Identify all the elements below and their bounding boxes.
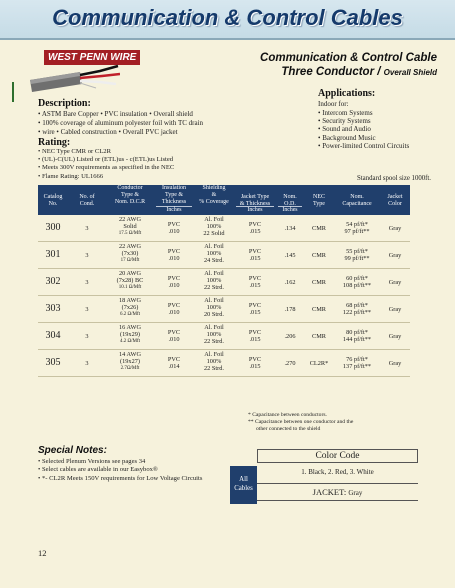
cell-conductor-line: 17 Ω/Mft — [120, 258, 140, 263]
cell-capacitance-line: 108 pf/ft** — [342, 282, 372, 289]
cell-conductor — [106, 243, 154, 264]
col-color-line: Jacket — [387, 194, 403, 200]
cell-color: Gray — [388, 306, 402, 313]
col-conductor-line: Conductor — [117, 185, 143, 191]
col-color-line: Color — [388, 201, 402, 207]
rating-heading: Rating: — [38, 137, 71, 148]
jacket-value: Gray — [348, 489, 363, 497]
conductor-colors: 1. Black, 2. Red, 3. White — [301, 468, 374, 476]
jacket-label: JACKET: — [312, 487, 347, 497]
cell-jacket-line: PVC — [248, 248, 262, 255]
cell-color: Gray — [388, 225, 402, 232]
cell-conductor-line: (7x28) BC — [116, 277, 144, 284]
cell-insulation — [154, 356, 194, 370]
cell-cond: 3 — [85, 333, 89, 340]
table-header — [38, 185, 410, 215]
cell-conductor — [106, 324, 154, 345]
cell-jacket-line: PVC — [248, 221, 262, 228]
cell-shielding — [194, 297, 234, 318]
all-cables-line: Cables — [234, 484, 253, 492]
cell-cond: 3 — [85, 252, 89, 259]
spool-size-note: Standard spool size 1000ft. — [357, 175, 431, 182]
cell-catalog: 305 — [45, 357, 61, 368]
cell-capacitance — [334, 302, 380, 316]
col-cond-line: Cond. — [79, 201, 95, 207]
cell-cond: 3 — [85, 279, 89, 286]
color-code-box — [230, 449, 418, 504]
cell-shielding-line: 100% — [206, 358, 222, 365]
rating-item: • Flame Rating: UL1666 — [38, 173, 278, 181]
cell-shielding-line: 100% — [206, 277, 222, 284]
cell-od: .178 — [284, 306, 296, 313]
cell-capacitance-line: 122 pf/ft** — [342, 309, 372, 316]
rating-list — [38, 148, 278, 181]
brand-logo: WEST PENN WIRE — [44, 50, 140, 65]
cell-nec: CMR — [312, 306, 326, 313]
cell-conductor — [106, 216, 154, 237]
cell-insulation — [154, 329, 194, 343]
cell-shielding-line: Al. Foil — [204, 324, 224, 331]
cell-od: .206 — [284, 333, 296, 340]
cell-shielding — [194, 216, 234, 237]
table-row — [38, 350, 410, 377]
cell-jacket-line: PVC — [248, 356, 262, 363]
cell-insulation-line: .010 — [168, 282, 180, 289]
page-title: Communication & Control Cables — [52, 5, 403, 30]
cell-jacket-line: .015 — [249, 255, 261, 262]
units-od: Inches — [278, 206, 302, 213]
cell-shielding-line: 22 Strd. — [204, 365, 224, 372]
cell-nec: CMR — [312, 333, 326, 340]
accent-bar — [12, 82, 14, 102]
col-jacket-line: & Thickness — [239, 201, 271, 207]
cell-insulation-line: .010 — [168, 336, 180, 343]
cable-illustration-icon — [30, 62, 120, 94]
title-banner — [0, 0, 455, 40]
col-shielding-line: Shielding — [202, 185, 226, 191]
product-subtitle-small: Overall Shield — [383, 68, 437, 77]
cell-capacitance-line: 68 pf/ft* — [346, 302, 368, 309]
all-cables-line: All — [239, 476, 248, 483]
col-insulation-line: Type & — [164, 192, 184, 198]
application-item: • Background Music — [318, 134, 409, 142]
cell-cond: 3 — [85, 306, 89, 313]
footnotes — [248, 412, 438, 434]
table-row — [38, 215, 410, 242]
table-row — [38, 323, 410, 350]
cell-jacket-line: PVC — [248, 275, 262, 282]
cell-conductor-line: (19x27) — [120, 358, 140, 365]
cell-od: .270 — [284, 360, 296, 367]
cell-shielding — [194, 243, 234, 264]
cell-capacitance — [334, 329, 380, 343]
cell-catalog: 302 — [45, 276, 61, 287]
cell-conductor-line: 22 AWG — [118, 216, 142, 223]
cell-shielding-line: Al. Foil — [204, 297, 224, 304]
cell-insulation-line: PVC — [167, 356, 181, 363]
cell-jacket-line: .015 — [249, 228, 261, 235]
description-item: • wire • Cabled construction • Overall PVC jacket — [38, 128, 260, 137]
col-od-line: Nom. — [283, 194, 297, 200]
col-shielding-line: & — [211, 192, 217, 198]
cell-capacitance-line: 60 pf/ft* — [346, 275, 368, 282]
cell-conductor-line: 16 AWG — [118, 324, 142, 331]
rating-item: • Meets 300V requirements as specified in the NEC — [38, 164, 278, 172]
cell-shielding-line: Al. Foil — [204, 351, 224, 358]
cell-conductor — [106, 297, 154, 318]
cell-conductor-line: Solid — [123, 223, 137, 230]
cell-jacket-line: .015 — [249, 309, 261, 316]
color-code-title: Color Code — [257, 449, 418, 463]
cell-od: .162 — [284, 279, 296, 286]
cell-catalog: 304 — [45, 330, 61, 341]
cell-conductor-line: 20 AWG — [118, 270, 142, 277]
page-number: 12 — [38, 548, 47, 558]
description-item: • ASTM Bare Copper • PVC insulation • Overall shield — [38, 110, 260, 119]
application-item: • Security Systems — [318, 117, 409, 125]
col-nec-line: NEC — [313, 194, 325, 200]
cell-capacitance-line: 137 pf/ft** — [342, 363, 372, 370]
col-cond-line: No. of — [79, 194, 95, 200]
cell-shielding-line: 100% — [206, 250, 222, 257]
cell-conductor-line: 17.5 Ω/Mft — [118, 231, 142, 236]
cell-insulation — [154, 248, 194, 262]
cell-shielding-line: 22 Strd. — [204, 338, 224, 345]
cell-capacitance-line: 80 pf/ft* — [346, 329, 368, 336]
cell-conductor-line: 6.2 Ω/Mft — [119, 312, 141, 317]
cell-color: Gray — [388, 333, 402, 340]
cell-color: Gray — [388, 360, 402, 367]
footnote: * Capacitance between conductors. — [248, 412, 327, 418]
col-capacitance-line: Nom. — [350, 194, 364, 200]
col-shielding-line: % Coverage — [199, 199, 229, 205]
cell-conductor-line: 10.1 Ω/Mft — [118, 285, 142, 290]
cell-conductor — [106, 270, 154, 291]
product-title: Communication & Control Cable — [260, 52, 437, 64]
col-color — [380, 194, 410, 208]
cell-jacket — [234, 275, 276, 289]
cell-insulation-line: .010 — [168, 228, 180, 235]
cell-conductor-line: 4.2 Ω/Mft — [119, 339, 141, 344]
col-conductor-line: Type & — [120, 192, 140, 198]
col-conductor-line: Nom. D.C.R — [114, 199, 146, 205]
col-insulation-line: Thickness — [161, 199, 187, 205]
cell-capacitance-line: 97 pf/ft** — [344, 228, 370, 235]
cell-jacket — [234, 329, 276, 343]
application-item: • Power-limited Control Circuits — [318, 142, 409, 150]
jacket-color — [257, 483, 418, 501]
col-catalog-line: Catalog — [43, 194, 63, 200]
cell-shielding — [194, 324, 234, 345]
cell-catalog: 303 — [45, 303, 61, 314]
cell-od: .145 — [284, 252, 296, 259]
application-item: • Sound and Audio — [318, 125, 409, 133]
cell-jacket — [234, 356, 276, 370]
col-insulation — [154, 185, 194, 206]
col-shielding — [194, 185, 234, 206]
units-insulation: Inches — [156, 206, 192, 213]
cell-jacket-line: PVC — [248, 302, 262, 309]
applications-list — [318, 109, 409, 150]
cell-nec: CL2R* — [309, 360, 329, 367]
cell-insulation-line: PVC — [167, 248, 181, 255]
col-catalog — [38, 194, 68, 208]
cell-capacitance-line: 76 pf/ft* — [346, 356, 368, 363]
col-cond — [70, 194, 104, 208]
cell-cond: 3 — [85, 225, 89, 232]
cell-shielding-line: Al. Foil — [204, 270, 224, 277]
col-capacitance-line: Capacitance — [342, 201, 372, 207]
col-od-line: O.D. — [284, 201, 296, 207]
cell-capacitance-line: 54 pf/ft* — [346, 221, 368, 228]
col-capacitance — [334, 194, 380, 208]
cell-jacket — [234, 302, 276, 316]
cell-shielding-line: Al. Foil — [204, 216, 224, 223]
cell-catalog: 300 — [45, 222, 61, 233]
description-heading: Description: — [38, 98, 91, 109]
cell-capacitance-line: 99 pf/ft** — [344, 255, 370, 262]
cell-conductor — [106, 351, 154, 372]
cell-color: Gray — [388, 252, 402, 259]
cell-insulation-line: .014 — [168, 363, 180, 370]
cell-insulation — [154, 275, 194, 289]
cell-conductor-line: (7x30) — [121, 250, 139, 257]
cell-color: Gray — [388, 279, 402, 286]
cell-insulation — [154, 221, 194, 235]
col-insulation-line: Insulation — [162, 185, 186, 191]
cell-conductor-line: 22 AWG — [118, 243, 142, 250]
color-code-details — [257, 466, 418, 504]
cell-od: .134 — [284, 225, 296, 232]
special-note-item: • Selected Plenum Versions see pages 34 — [38, 458, 238, 466]
col-nec — [304, 194, 334, 208]
cell-jacket — [234, 221, 276, 235]
cell-jacket-line: .015 — [249, 282, 261, 289]
table-row — [38, 296, 410, 323]
cell-jacket-line: PVC — [248, 329, 262, 336]
cell-capacitance — [334, 356, 380, 370]
cell-insulation-line: PVC — [167, 221, 181, 228]
cell-insulation-line: PVC — [167, 329, 181, 336]
cell-shielding-line: 100% — [206, 223, 222, 230]
applications-subheading: Indoor for: — [318, 100, 349, 108]
cell-insulation-line: PVC — [167, 275, 181, 282]
special-notes-heading: Special Notes: — [38, 445, 107, 456]
footnote: other connected to the shield — [256, 426, 321, 433]
special-note-item: • *- CL2R Meets 150V requirements for Low Voltage Circuits — [38, 475, 238, 483]
cell-capacitance — [334, 248, 380, 262]
cell-shielding-line: 22 Solid — [203, 230, 225, 237]
cell-nec: CMR — [312, 252, 326, 259]
product-subtitle — [281, 66, 437, 78]
cell-cond: 3 — [85, 360, 89, 367]
cell-jacket — [234, 248, 276, 262]
cell-shielding-line: 100% — [206, 331, 222, 338]
cell-conductor-line: 14 AWG — [118, 351, 142, 358]
cell-conductor-line: 2.7Ω/Mft — [120, 366, 140, 371]
cell-insulation — [154, 302, 194, 316]
cell-shielding — [194, 351, 234, 372]
special-note-item: • Select cables are available in our Easybox® — [38, 466, 238, 474]
col-jacket-line: Jacket Type — [240, 194, 270, 200]
col-catalog-line: No. — [48, 201, 58, 207]
cell-conductor-line: (19x29) — [120, 331, 140, 338]
applications-heading: Applications: — [318, 88, 376, 99]
cell-nec: CMR — [312, 279, 326, 286]
cell-insulation-line: .010 — [168, 309, 180, 316]
cell-nec: CMR — [312, 225, 326, 232]
col-conductor — [106, 185, 154, 206]
cell-conductor-line: 18 AWG — [118, 297, 142, 304]
table-row — [38, 242, 410, 269]
cell-capacitance — [334, 221, 380, 235]
cell-catalog: 301 — [45, 249, 61, 260]
cell-shielding-line: 20 Strd. — [204, 311, 224, 318]
product-subtitle-main: Three Conductor / — [281, 66, 381, 78]
rating-item: • NEC Type CMR or CL2R — [38, 148, 278, 156]
cell-conductor-line: (7x26) — [121, 304, 139, 311]
special-notes-list — [38, 458, 238, 483]
cell-capacitance-line: 55 pf/ft* — [346, 248, 368, 255]
cell-capacitance — [334, 275, 380, 289]
rating-item: • (UL)-C(UL) Listed or (ETL)us - c(ETL)us Listed — [38, 156, 278, 164]
col-nec-line: Type — [313, 201, 325, 207]
table-row — [38, 269, 410, 296]
cell-shielding-line: 100% — [206, 304, 222, 311]
cell-shielding-line: 24 Strd. — [204, 257, 224, 264]
cell-shielding-line: 22 Strd. — [204, 284, 224, 291]
description-item: • 100% coverage of aluminum polyester foil with TC drain — [38, 119, 260, 128]
cell-insulation-line: .010 — [168, 255, 180, 262]
description-list — [38, 110, 260, 137]
footnote: ** Capacitance between one conductor and the — [248, 419, 354, 426]
cell-jacket-line: .015 — [249, 363, 261, 370]
cell-insulation-line: PVC — [167, 302, 181, 309]
color-code-all-cables — [230, 466, 257, 504]
cell-capacitance-line: 144 pf/ft** — [342, 336, 372, 343]
cell-shielding-line: Al. Foil — [204, 243, 224, 250]
cell-shielding — [194, 270, 234, 291]
table-body — [38, 215, 410, 377]
spec-table — [38, 185, 410, 377]
cell-jacket-line: .015 — [249, 336, 261, 343]
application-item: • Intercom Systems — [318, 109, 409, 117]
units-jacket: Inches — [236, 206, 274, 213]
